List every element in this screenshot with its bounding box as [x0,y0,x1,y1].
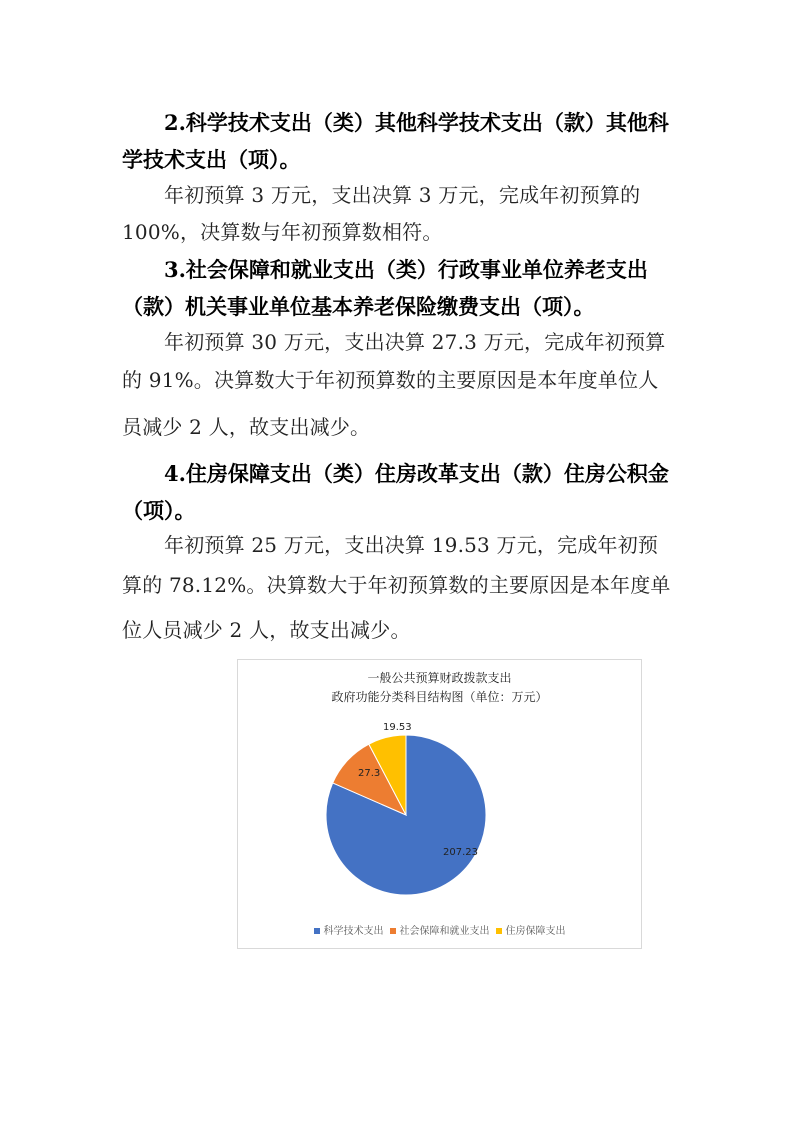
section-3-body-line2: 的 91%。决算数大于年初预算数的主要原因是本年度单位人 [122,368,659,392]
legend-item-1 [390,922,490,937]
section-2-heading-line1: 2.科学技术支出（类）其他科学技术支出（款）其他科 [164,110,669,135]
section-2-body-line2: 100%，决算数与年初预算数相符。 [122,220,443,244]
chart-subtitle: 政府功能分类科目结构图（单位：万元） [331,690,548,704]
section-3-body-line1: 年初预算 30 万元，支出决算 27.3 万元，完成年初预算 [164,330,666,354]
legend-label-1: 社会保障和就业支出 [399,926,490,937]
section-4-body-line1: 年初预算 25 万元，支出决算 19.53 万元，完成年初预 [164,533,659,557]
section-2-heading-line2: 学技术支出（项）。 [122,147,301,172]
section-4-heading-line1: 4.住房保障支出（类）住房改革支出（款）住房公积金 [164,461,669,486]
chart-title: 一般公共预算财政拨款支出 [367,671,512,685]
chart-legend [238,922,641,937]
legend-item-0 [314,922,384,937]
section-4-heading-line2: （项）。 [122,498,196,523]
legend-swatch-2 [496,928,502,934]
legend-swatch-1 [390,928,396,934]
pie-chart-container [237,659,642,949]
pie-data-label-0: 207.23 [443,847,478,858]
section-3-body-line3: 员减少 2 人，故支出减少。 [122,415,371,439]
section-2-body-line1: 年初预算 3 万元，支出决算 3 万元，完成年初预算的 [164,183,641,207]
pie-chart [238,660,641,900]
section-3-heading-line1: 3.社会保障和就业支出（类）行政事业单位养老支出 [164,257,648,282]
legend-label-0: 科学技术支出 [323,926,384,937]
pie-data-label-1: 27.3 [358,768,381,779]
legend-label-2: 住房保障支出 [505,926,566,937]
section-3-heading-line2: （款）机关事业单位基本养老保险缴费支出（项）。 [122,294,595,319]
section-4-body-line3: 位人员减少 2 人，故支出减少。 [122,618,411,642]
legend-swatch-0 [314,928,320,934]
section-4-body-line2: 算的 78.12%。决算数大于年初预算数的主要原因是本年度单 [122,573,671,597]
legend-item-2 [496,922,566,937]
pie-data-label-2: 19.53 [383,722,412,733]
